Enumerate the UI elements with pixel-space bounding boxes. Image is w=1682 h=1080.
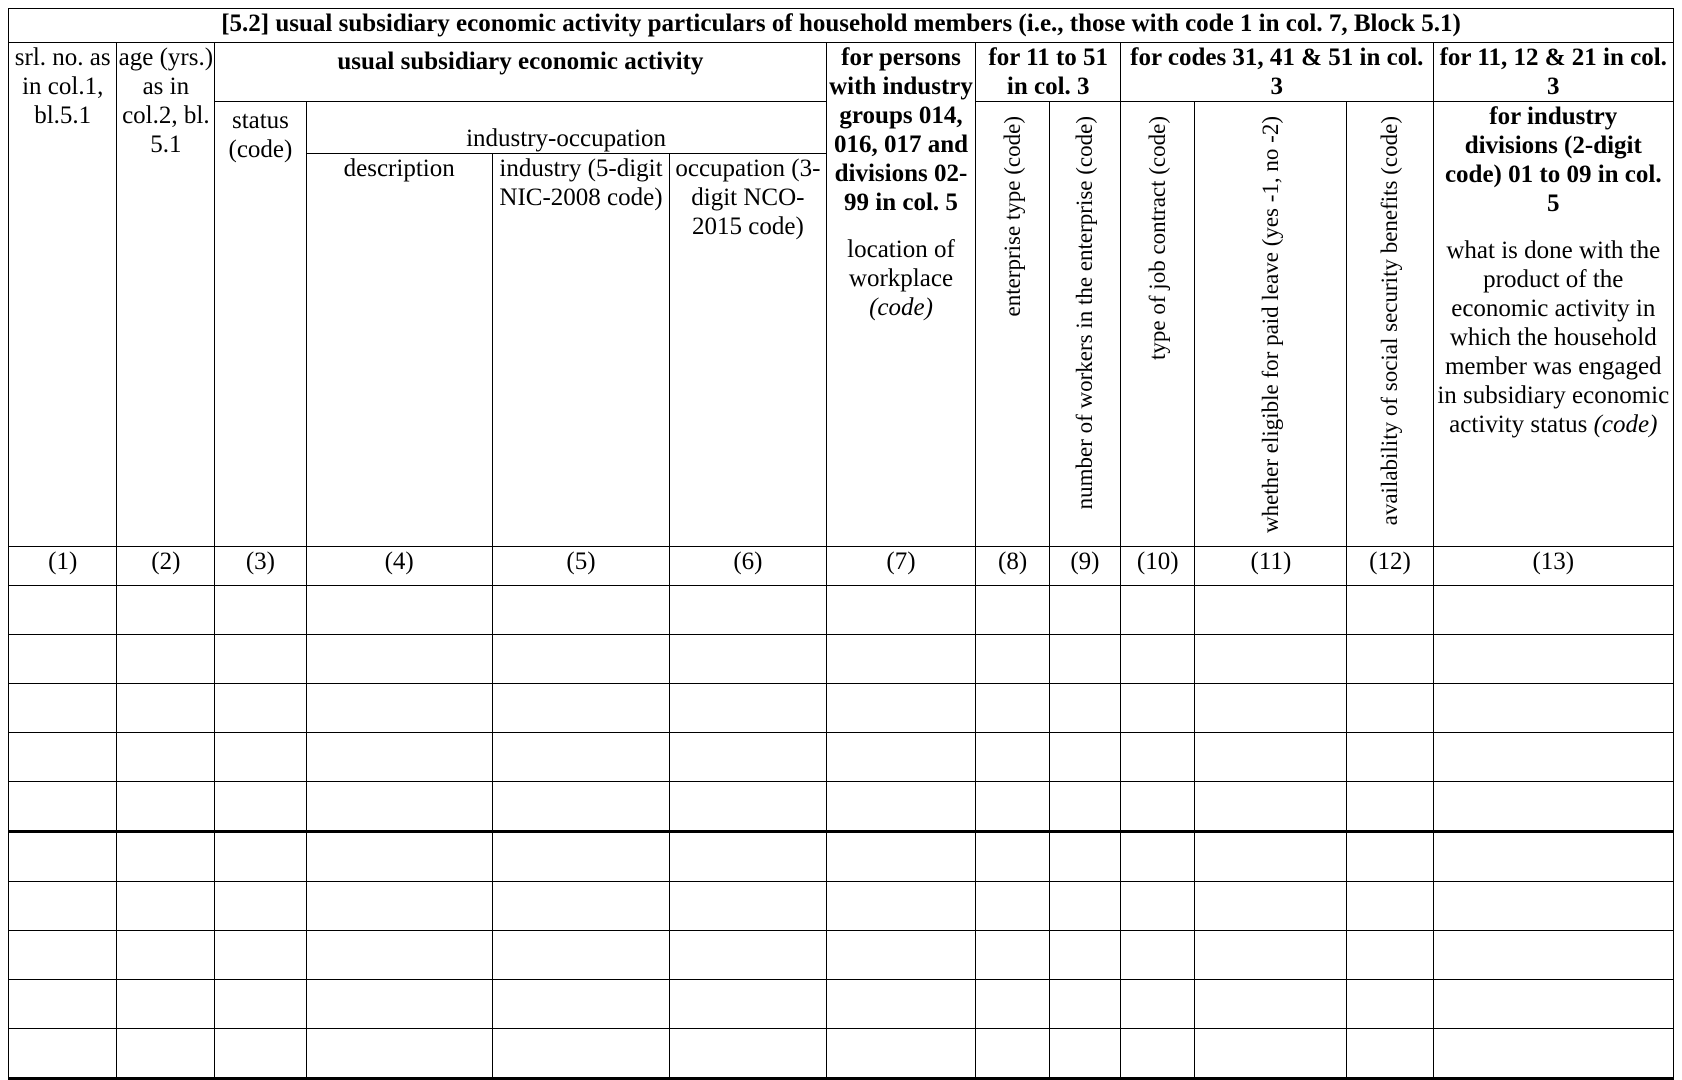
entry-cell[interactable] <box>1121 733 1195 782</box>
entry-cell[interactable] <box>826 684 976 733</box>
entry-cell[interactable] <box>1433 832 1673 882</box>
entry-cell[interactable] <box>826 733 976 782</box>
header-col10-12-condition: for codes 31, 41 & 51 in col. 3 <box>1121 43 1434 102</box>
col7-code: (code) <box>869 294 933 321</box>
entry-cell[interactable] <box>1433 931 1673 980</box>
entry-cell[interactable] <box>1195 684 1347 733</box>
entry-cell[interactable] <box>1433 635 1673 684</box>
entry-cell[interactable] <box>976 931 1049 980</box>
entry-cell[interactable] <box>1195 882 1347 931</box>
paid-leave-label: whether eligible for paid leave (yes -1, no -2) <box>1257 116 1283 534</box>
entry-cell[interactable] <box>1049 931 1120 980</box>
header-usual-subsidiary-activity: usual subsidiary economic activity <box>215 43 826 102</box>
header-paid-leave <box>1195 102 1347 547</box>
entry-cell[interactable] <box>1347 684 1433 733</box>
column-number: (1) <box>9 547 117 586</box>
entry-cell[interactable] <box>1347 832 1433 882</box>
entry-cell[interactable] <box>1347 1029 1433 1079</box>
entry-cell[interactable] <box>492 782 670 832</box>
entry-cell[interactable] <box>9 684 117 733</box>
entry-cell[interactable] <box>1049 1029 1120 1079</box>
entry-cell[interactable] <box>117 1029 215 1079</box>
block-title: [5.2] usual subsidiary economic activity particulars of household members (i.e., those with code 1 in col. 7, Block 5.1) <box>9 9 1674 43</box>
entry-cell[interactable] <box>492 586 670 635</box>
entry-cell[interactable] <box>826 635 976 684</box>
entry-cell[interactable] <box>976 586 1049 635</box>
entry-cell[interactable] <box>1433 782 1673 832</box>
entry-cell[interactable] <box>9 832 117 882</box>
header-status: status (code) <box>215 102 306 547</box>
entry-cell[interactable] <box>117 931 215 980</box>
entry-cell[interactable] <box>492 882 670 931</box>
col13-condition: for industry divisions (2-digit code) 01 to 09 in col. 5 <box>1444 103 1662 217</box>
entry-cell[interactable] <box>492 635 670 684</box>
col7-label: location of workplace <box>847 236 955 292</box>
entry-cell[interactable] <box>1195 586 1347 635</box>
enterprise-type-label: enterprise type (code) <box>999 116 1025 317</box>
entry-cell[interactable] <box>1121 882 1195 931</box>
entry-cell[interactable] <box>1195 980 1347 1029</box>
entry-cell[interactable] <box>9 980 117 1029</box>
entry-cell[interactable] <box>1347 586 1433 635</box>
column-number: (9) <box>1049 547 1120 586</box>
entry-cell[interactable] <box>215 684 306 733</box>
entry-cell[interactable] <box>215 782 306 832</box>
entry-cell[interactable] <box>670 980 826 1029</box>
entry-cell[interactable] <box>215 586 306 635</box>
entry-cell[interactable] <box>1121 635 1195 684</box>
entry-cell[interactable] <box>492 980 670 1029</box>
entry-cell[interactable] <box>1347 980 1433 1029</box>
entry-cell[interactable] <box>826 980 976 1029</box>
entry-cell[interactable] <box>306 931 492 980</box>
entry-cell[interactable] <box>215 980 306 1029</box>
entry-cell[interactable] <box>976 1029 1049 1079</box>
entry-cell[interactable] <box>1433 586 1673 635</box>
header-description: description <box>306 154 492 547</box>
entry-cell[interactable] <box>1347 782 1433 832</box>
entry-cell[interactable] <box>306 782 492 832</box>
table-row <box>9 733 1674 782</box>
table-row <box>9 782 1674 832</box>
entry-cell[interactable] <box>976 882 1049 931</box>
entry-cell[interactable] <box>1347 931 1433 980</box>
entry-cell[interactable] <box>1195 782 1347 832</box>
entry-cell[interactable] <box>117 782 215 832</box>
entry-cell[interactable] <box>1347 733 1433 782</box>
column-number: (11) <box>1195 547 1347 586</box>
entry-cell[interactable] <box>670 684 826 733</box>
column-number: (8) <box>976 547 1049 586</box>
table-row <box>9 980 1674 1029</box>
entry-cell[interactable] <box>1433 684 1673 733</box>
entry-cell[interactable] <box>117 635 215 684</box>
entry-cell[interactable] <box>826 782 976 832</box>
column-number: (6) <box>670 547 826 586</box>
entry-cell[interactable] <box>215 1029 306 1079</box>
entry-cell[interactable] <box>670 1029 826 1079</box>
entry-cell[interactable] <box>492 832 670 882</box>
entry-cell[interactable] <box>492 733 670 782</box>
column-number: (13) <box>1433 547 1673 586</box>
table-row <box>9 832 1674 882</box>
entry-cell[interactable] <box>976 782 1049 832</box>
entry-cell[interactable] <box>306 733 492 782</box>
entry-cell[interactable] <box>492 684 670 733</box>
entry-cell[interactable] <box>306 882 492 931</box>
entry-cell[interactable] <box>306 684 492 733</box>
entry-cell[interactable] <box>215 931 306 980</box>
entry-cell[interactable] <box>117 980 215 1029</box>
entry-cell[interactable] <box>1121 684 1195 733</box>
entry-cell[interactable] <box>215 882 306 931</box>
entry-cell[interactable] <box>1121 782 1195 832</box>
entry-cell[interactable] <box>306 980 492 1029</box>
col7-condition: for persons with industry groups 014, 016, 017 and divisions 02-99 in col. 5 <box>829 44 973 216</box>
entry-cell[interactable] <box>1049 586 1120 635</box>
header-col7-location <box>826 43 976 547</box>
col13-label <box>1434 236 1673 439</box>
header-job-contract <box>1121 102 1195 547</box>
header-enterprise-type <box>976 102 1049 547</box>
entry-cell[interactable] <box>1433 882 1673 931</box>
entry-cell[interactable] <box>1121 931 1195 980</box>
entry-cell[interactable] <box>9 782 117 832</box>
entry-cell[interactable] <box>1433 1029 1673 1079</box>
entry-cell[interactable] <box>670 782 826 832</box>
entry-cell[interactable] <box>306 586 492 635</box>
header-industry-occupation: industry-occupation <box>306 102 826 154</box>
entry-cell[interactable] <box>1195 635 1347 684</box>
entry-cell[interactable] <box>826 931 976 980</box>
entry-cell[interactable] <box>1049 635 1120 684</box>
header-number-of-workers <box>1049 102 1120 547</box>
subsidiary-activity-table <box>8 8 1674 1080</box>
entry-cell[interactable] <box>826 882 976 931</box>
entry-cell[interactable] <box>670 832 826 882</box>
entry-cell[interactable] <box>1121 832 1195 882</box>
header-social-security <box>1347 102 1433 547</box>
entry-cell[interactable] <box>976 832 1049 882</box>
entry-cell[interactable] <box>1195 931 1347 980</box>
header-col8-9-condition: for 11 to 51 in col. 3 <box>976 43 1121 102</box>
table-row <box>9 931 1674 980</box>
entry-cell[interactable] <box>1195 832 1347 882</box>
col13-code: (code) <box>1593 411 1658 438</box>
header-col13-condition: for 11, 12 & 21 in col. 3 <box>1433 43 1673 102</box>
header-age: age (yrs.) as in col.2, bl. 5.1 <box>117 43 215 547</box>
entry-cell[interactable] <box>670 586 826 635</box>
entry-cell[interactable] <box>9 635 117 684</box>
entry-cell[interactable] <box>670 635 826 684</box>
entry-cell[interactable] <box>117 832 215 882</box>
entry-cell[interactable] <box>117 684 215 733</box>
entry-cell[interactable] <box>215 733 306 782</box>
entry-cell[interactable] <box>1049 832 1120 882</box>
entry-cell[interactable] <box>826 832 976 882</box>
entry-cell[interactable] <box>306 1029 492 1079</box>
entry-cell[interactable] <box>1433 980 1673 1029</box>
entry-cell[interactable] <box>9 586 117 635</box>
number-of-workers-label: number of workers in the enterprise (code) <box>1071 116 1097 510</box>
block-5-2-form <box>8 8 1674 1080</box>
entry-cell[interactable] <box>492 931 670 980</box>
column-number: (10) <box>1121 547 1195 586</box>
entry-cell[interactable] <box>976 635 1049 684</box>
entry-cell[interactable] <box>826 586 976 635</box>
entry-cell[interactable] <box>826 1029 976 1079</box>
entry-cell[interactable] <box>117 586 215 635</box>
table-row <box>9 882 1674 931</box>
entry-cell[interactable] <box>117 882 215 931</box>
entry-cell[interactable] <box>492 1029 670 1079</box>
column-number: (2) <box>117 547 215 586</box>
column-number: (5) <box>492 547 670 586</box>
header-srl-no: srl. no. as in col.1, bl.5.1 <box>9 43 117 547</box>
social-security-label: availability of social security benefits (code) <box>1376 116 1402 526</box>
column-number-row <box>9 547 1674 586</box>
entry-cell[interactable] <box>1049 733 1120 782</box>
entry-cell[interactable] <box>1195 1029 1347 1079</box>
entry-cell[interactable] <box>306 635 492 684</box>
entry-cell[interactable] <box>9 931 117 980</box>
entry-cell[interactable] <box>976 684 1049 733</box>
entry-cell[interactable] <box>1195 733 1347 782</box>
entry-cell[interactable] <box>1049 684 1120 733</box>
entry-cell[interactable] <box>1049 782 1120 832</box>
entry-cell[interactable] <box>1049 882 1120 931</box>
entry-cell[interactable] <box>1347 635 1433 684</box>
column-number: (7) <box>826 547 976 586</box>
column-number: (3) <box>215 547 306 586</box>
column-number: (12) <box>1347 547 1433 586</box>
entry-cell[interactable] <box>1121 980 1195 1029</box>
entry-cell[interactable] <box>1121 1029 1195 1079</box>
entry-cell[interactable] <box>1433 733 1673 782</box>
entry-cell[interactable] <box>215 832 306 882</box>
col13-label-text: what is done with the product of the economic activity in which the household member was engaged in subsidiary economic activity status <box>1437 237 1670 438</box>
table-row <box>9 586 1674 635</box>
header-occupation: occupation (3-digit NCO-2015 code) <box>670 154 826 547</box>
table-row <box>9 635 1674 684</box>
entry-cell[interactable] <box>670 931 826 980</box>
column-number: (4) <box>306 547 492 586</box>
entry-cell[interactable] <box>9 733 117 782</box>
table-row <box>9 1029 1674 1079</box>
entry-rows <box>9 586 1674 1079</box>
entry-cell[interactable] <box>1347 882 1433 931</box>
entry-cell[interactable] <box>976 980 1049 1029</box>
entry-cell[interactable] <box>1049 980 1120 1029</box>
entry-cell[interactable] <box>306 832 492 882</box>
entry-cell[interactable] <box>670 733 826 782</box>
entry-cell[interactable] <box>215 635 306 684</box>
table-row <box>9 684 1674 733</box>
header-industry: industry (5-digit NIC-2008 code) <box>492 154 670 547</box>
entry-cell[interactable] <box>9 1029 117 1079</box>
entry-cell[interactable] <box>117 733 215 782</box>
entry-cell[interactable] <box>9 882 117 931</box>
entry-cell[interactable] <box>1121 586 1195 635</box>
entry-cell[interactable] <box>670 882 826 931</box>
header-col13-product-use <box>1433 102 1673 547</box>
entry-cell[interactable] <box>976 733 1049 782</box>
job-contract-label: type of job contract (code) <box>1144 116 1170 360</box>
